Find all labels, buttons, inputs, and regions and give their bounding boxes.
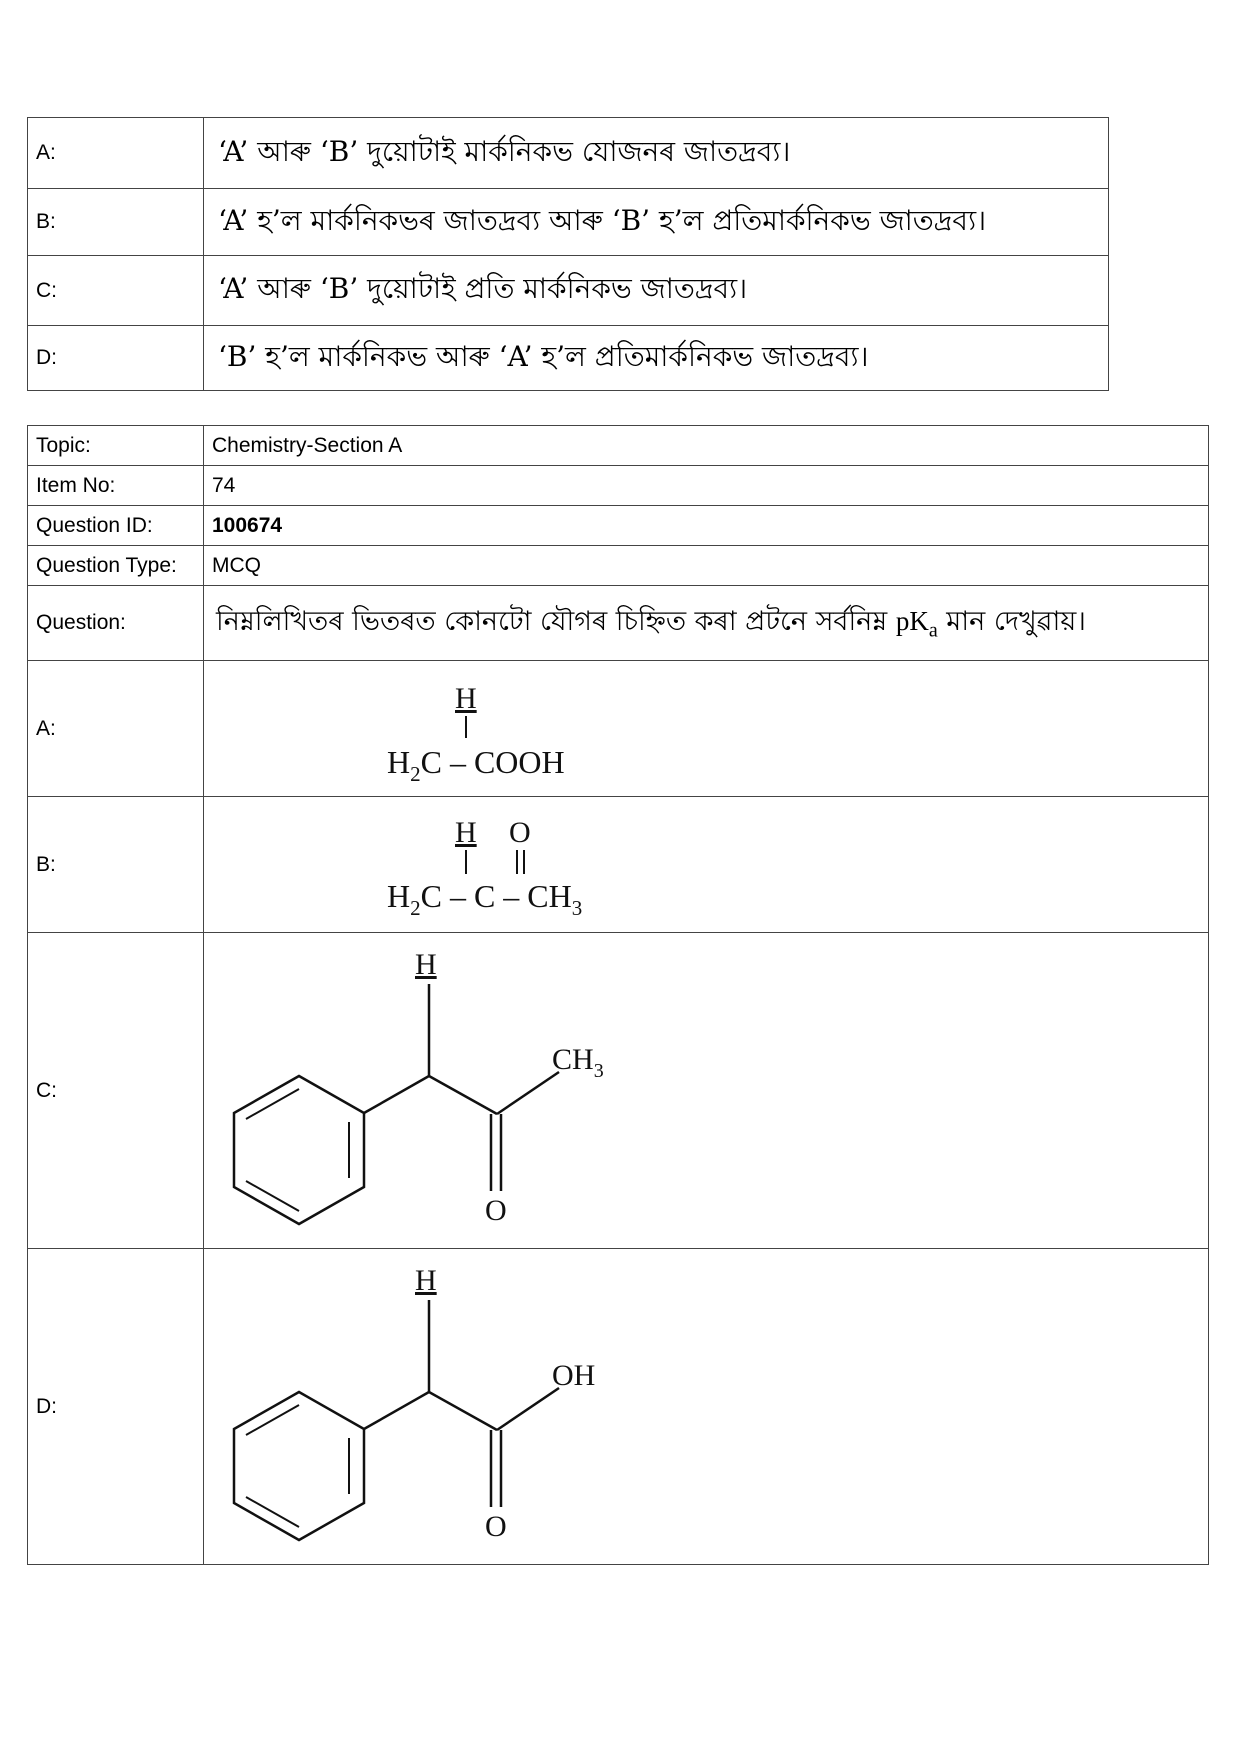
previous-options-table — [27, 117, 1109, 391]
option-b-label: B: — [28, 797, 204, 933]
atom-o: O — [485, 1193, 507, 1227]
option-text: ‘B’ হ’ল মাৰ্কনিকভ আৰু ‘A’ হ’ল প্ৰতিমাৰ্কনিকভ জাতদ্ৰব্য। — [204, 326, 1109, 391]
option-a-structure — [204, 661, 1209, 797]
ring-inner-bond — [246, 1497, 299, 1527]
ring-inner-bond — [246, 1181, 299, 1211]
pk-subscript: a — [928, 618, 938, 641]
question-id-row — [28, 506, 1209, 546]
option-d-label: D: — [28, 1249, 204, 1565]
bond-line — [364, 1076, 429, 1113]
atom-h: H — [387, 877, 411, 914]
option-a-row — [28, 661, 1209, 797]
atom-o-top: O — [509, 815, 531, 849]
option-b-structure — [204, 797, 1209, 933]
structure-d-svg — [204, 1252, 704, 1562]
atom-ch: CH — [552, 1042, 594, 1076]
question-type-value: MCQ — [204, 546, 1209, 586]
question-type-row — [28, 546, 1209, 586]
option-text: ‘A’ আৰু ‘B’ দুয়োটাই মাৰ্কনিকভ যোজনৰ জাতদ্ৰব্য। — [204, 118, 1109, 189]
subscript-2: 2 — [410, 895, 421, 920]
hydroxyl-group: OH — [552, 1358, 596, 1392]
benzene-ring — [234, 1076, 364, 1224]
option-row — [28, 189, 1109, 256]
atom-h-top: H — [455, 681, 477, 715]
option-c-row — [28, 933, 1209, 1249]
option-label: B: — [28, 189, 204, 256]
option-text: ‘A’ আৰু ‘B’ দুয়োটাই প্ৰতি মাৰ্কনিকভ জাতদ্ৰব্য। — [204, 256, 1109, 326]
option-b-row — [28, 797, 1209, 933]
item-row — [28, 466, 1209, 506]
topic-row — [28, 426, 1209, 466]
item-value: 74 — [204, 466, 1209, 506]
option-c-label: C: — [28, 933, 204, 1249]
atom-h-top: H — [455, 815, 477, 849]
option-row — [28, 256, 1109, 326]
bond-line — [429, 1076, 497, 1114]
bond-line — [429, 1392, 497, 1430]
option-d-structure — [204, 1249, 1209, 1565]
question-label: Question: — [28, 586, 204, 661]
atom-h-top: H — [415, 1263, 437, 1297]
structure-c-svg — [204, 936, 704, 1246]
formula-b — [387, 878, 582, 920]
structure-b-svg — [204, 800, 604, 930]
option-row — [28, 118, 1109, 189]
option-row — [28, 326, 1109, 391]
atom-h: H — [387, 743, 411, 780]
topic-label: Topic: — [28, 426, 204, 466]
pk-symbol — [895, 605, 938, 641]
topic-value: Chemistry-Section A — [204, 426, 1209, 466]
formula-h2c — [387, 744, 565, 786]
option-d-row — [28, 1249, 1209, 1565]
subscript-2: 2 — [410, 761, 421, 786]
pk-text: pK — [895, 605, 929, 636]
atom-o: O — [485, 1509, 507, 1543]
question-text — [204, 586, 1209, 661]
option-label: A: — [28, 118, 204, 189]
subscript-3: 3 — [571, 895, 583, 920]
option-c-structure — [204, 933, 1209, 1249]
option-text: ‘A’ হ’ল মাৰ্কনিকভৰ জাতদ্ৰব্য আৰু ‘B’ হ’ল প্ৰতিমাৰ্কনিকভ জাতদ্ৰব্য। — [204, 189, 1109, 256]
subscript-3: 3 — [593, 1059, 604, 1082]
atom-h-top: H — [415, 947, 437, 981]
ring-inner-bond — [246, 1089, 299, 1119]
option-a-label: A: — [28, 661, 204, 797]
structure-a-svg — [204, 664, 604, 794]
question-table — [27, 425, 1209, 1565]
methyl-group — [552, 1043, 604, 1082]
item-label: Item No: — [28, 466, 204, 506]
benzene-ring — [234, 1392, 364, 1540]
question-id-label: Question ID: — [28, 506, 204, 546]
question-row — [28, 586, 1209, 661]
bond-line — [364, 1392, 429, 1429]
bond-line — [497, 1388, 559, 1430]
bond-line — [497, 1072, 559, 1114]
option-label: D: — [28, 326, 204, 391]
question-id-value: 100674 — [204, 506, 1209, 546]
question-end-text: মান দেখুৱায়। — [946, 605, 1086, 637]
ring-inner-bond — [246, 1405, 299, 1435]
question-main-text: নিম্নলিখিতৰ ভিতৰত কোনটো যৌগৰ চিহ্নিত কৰা প্ৰটনে সৰ্বনিম্ন — [216, 605, 888, 637]
formula-rest: C – C – CH — [420, 877, 572, 914]
option-label: C: — [28, 256, 204, 326]
question-type-label: Question Type: — [28, 546, 204, 586]
formula-rest: C – COOH — [420, 743, 565, 780]
